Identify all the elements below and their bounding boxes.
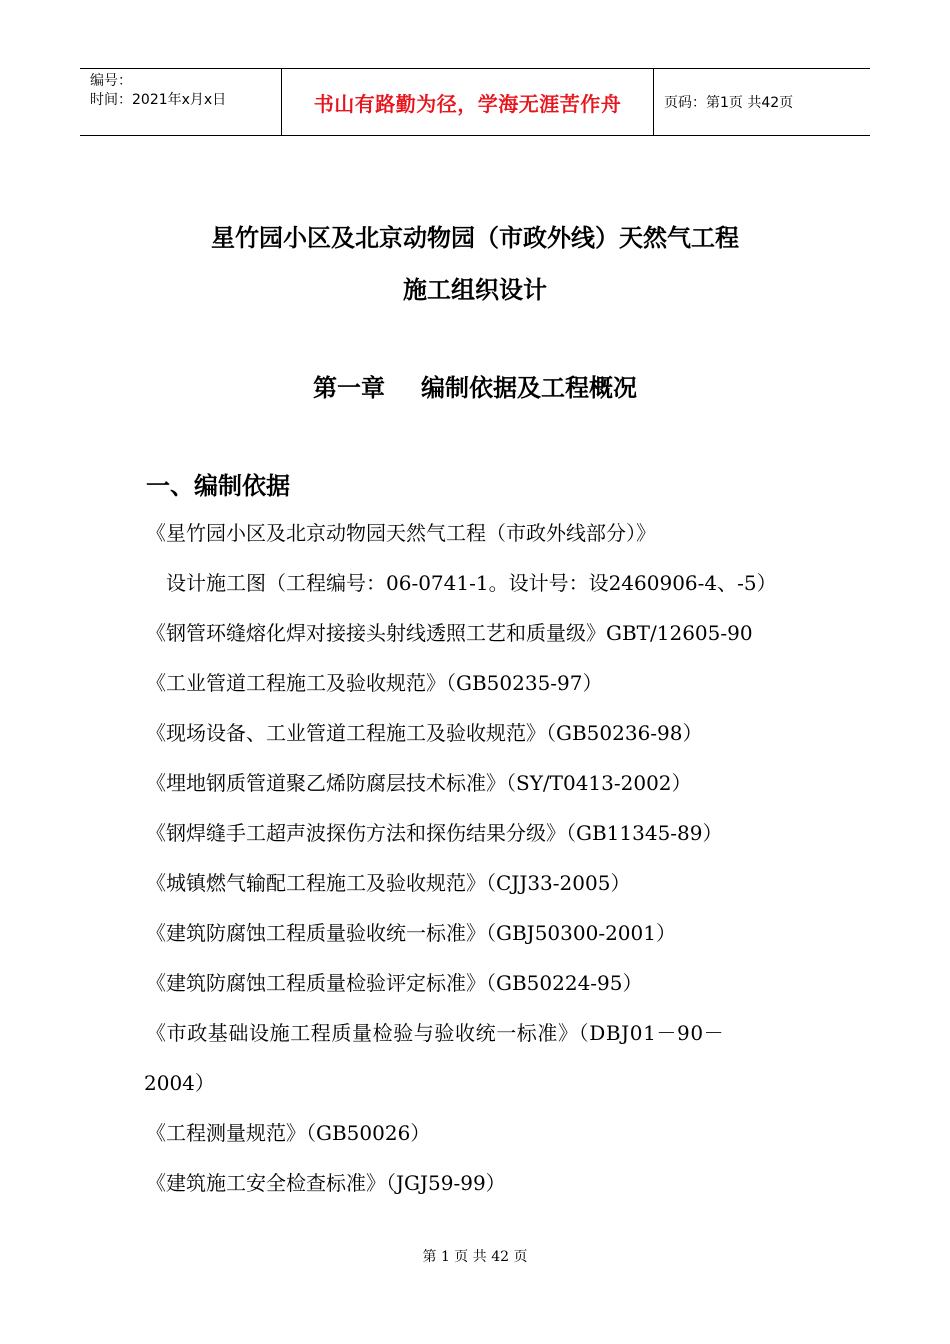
chapter-title: 编制依据及工程概况	[421, 374, 637, 402]
header-meta	[80, 69, 282, 135]
page-footer: 第 1 页 共 42 页	[422, 1249, 528, 1265]
page-header	[80, 68, 870, 136]
list-item: 《城镇燃气输配工程施工及验收规范》（CJJ33-2005）	[146, 871, 631, 895]
list-item: 《现场设备、工业管道工程施工及验收规范》（GB50236-98）	[146, 721, 703, 745]
header-page-info: 页码：第1页 共42页	[664, 95, 794, 111]
list-item: 《钢管环缝熔化焊对接接头射线透照工艺和质量级》GBT/12605-90	[146, 621, 753, 645]
header-motto: 书山有路勤为径，学海无涯苦作舟	[282, 69, 654, 135]
list-item: 《建筑防腐蚀工程质量检验评定标准》（GB50224-95）	[146, 971, 643, 995]
list-item: 《工程测量规范》（GB50026）	[146, 1121, 431, 1145]
list-item-continuation: 2004）	[144, 1071, 215, 1095]
list-item: 《星竹园小区及北京动物园天然气工程（市政外线部分）》	[146, 521, 656, 545]
list-item: 《埋地钢质管道聚乙烯防腐层技术标准》（SY/T0413-2002）	[146, 771, 692, 795]
section-heading: 一、编制依据	[146, 472, 290, 500]
chapter-number: 第一章	[313, 374, 385, 402]
list-item: 《市政基础设施工程质量检验与验收统一标准》（DBJ01－90－	[146, 1021, 725, 1045]
list-item: 《钢焊缝手工超声波探伤方法和探伤结果分级》（GB11345-89）	[146, 821, 723, 845]
document-number-label: 编号：	[90, 73, 132, 89]
list-item: 《工业管道工程施工及验收规范》（GB50235-97）	[146, 671, 603, 695]
document-title: 星竹园小区及北京动物园（市政外线）天然气工程	[211, 224, 739, 252]
document-subtitle: 施工组织设计	[403, 276, 547, 304]
list-item: 《建筑防腐蚀工程质量验收统一标准》（GBJ50300-2001）	[146, 921, 676, 945]
chapter-heading	[0, 368, 950, 403]
document-date: 时间：2021年x月x日	[90, 92, 227, 108]
list-item: 《建筑施工安全检查标准》（JGJ59-99）	[146, 1171, 506, 1195]
reference-list	[146, 514, 816, 1214]
list-item: 设计施工图（工程编号：06-0741-1。设计号：设2460906-4、-5）	[166, 571, 777, 595]
